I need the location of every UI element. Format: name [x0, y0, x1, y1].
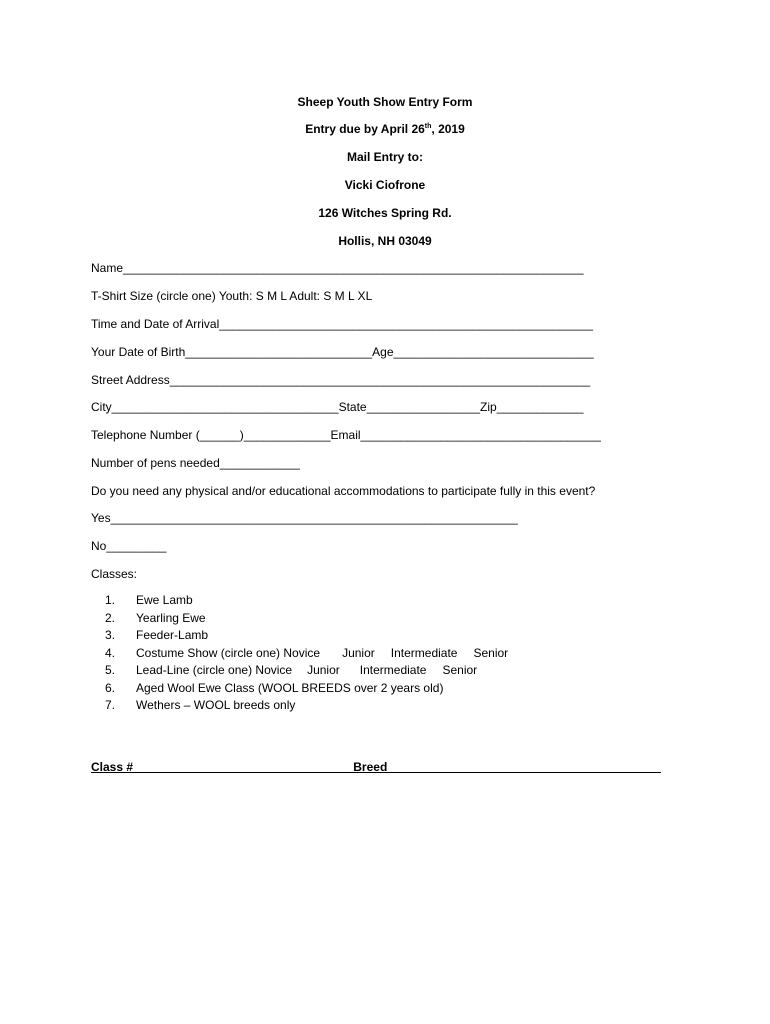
- option-intermediate[interactable]: Intermediate: [390, 645, 458, 660]
- street-address-field[interactable]: Street Address_______________________________________________________________: [91, 373, 591, 387]
- class-number: 7.: [104, 698, 115, 712]
- recipient-city: Hollis, NH 03049: [338, 234, 432, 248]
- class-text: Yearling Ewe: [136, 610, 206, 625]
- due-prefix: Entry due by April 26: [305, 122, 425, 136]
- class-item: [91, 697, 508, 715]
- option-junior[interactable]: Junior: [342, 645, 375, 660]
- classes-label: Classes:: [91, 567, 138, 581]
- class-item: [91, 592, 508, 610]
- class-number: 4.: [104, 645, 115, 660]
- class-item: [91, 610, 508, 628]
- class-text: Feeder-Lamb: [136, 628, 209, 642]
- class-item: [91, 627, 508, 645]
- recipient-name: Vicki Ciofrone: [344, 178, 426, 192]
- accommodations-question: Do you need any physical and/or educational accommodations to participate fully in this event?: [91, 484, 596, 498]
- tshirt-size-field[interactable]: T-Shirt Size (circle one) Youth: S M L Adult: S M L XL: [91, 289, 373, 303]
- due-ordinal: th: [424, 123, 432, 130]
- due-suffix: , 2019: [431, 122, 465, 136]
- option-junior[interactable]: Junior: [307, 663, 340, 677]
- class-item: [91, 645, 508, 663]
- option-senior[interactable]: Senior: [473, 645, 509, 660]
- accommodations-yes-field[interactable]: Yes_____________________________________________________________: [91, 511, 518, 525]
- recipient-street: 126 Witches Spring Rd.: [318, 206, 452, 220]
- class-number: 1.: [104, 593, 115, 607]
- class-breed-field[interactable]: Class #_________________________________Breed_________________________________________: [91, 760, 661, 774]
- option-intermediate[interactable]: Intermediate: [359, 663, 427, 677]
- class-text: Aged Wool Ewe Class (WOOL BREEDS over 2 years old): [136, 680, 444, 695]
- class-text: Costume Show (circle one) Novice: [136, 645, 321, 660]
- class-number: 5.: [104, 663, 115, 677]
- entry-due-date: [0, 122, 770, 136]
- class-number: 2.: [104, 610, 115, 625]
- class-text: Wethers – WOOL breeds only: [136, 698, 296, 712]
- accommodations-no-field[interactable]: No_________: [91, 539, 167, 553]
- dob-age-field[interactable]: Your Date of Birth____________________________Age______________________________: [91, 345, 594, 359]
- class-item: [91, 662, 508, 680]
- phone-email-field[interactable]: Telephone Number (______)_____________Email____________________________________: [91, 428, 601, 442]
- class-item: [91, 680, 508, 698]
- classes-list: [91, 592, 508, 715]
- name-field[interactable]: Name_____________________________________________________________________: [91, 261, 584, 275]
- option-senior[interactable]: Senior: [442, 663, 478, 677]
- class-text: Ewe Lamb: [136, 593, 193, 607]
- city-state-zip-field[interactable]: City__________________________________State_________________Zip_____________: [91, 400, 584, 414]
- class-number: 3.: [104, 628, 115, 642]
- class-text: Lead-Line (circle one) Novice: [136, 663, 293, 677]
- arrival-field[interactable]: Time and Date of Arrival________________________________________________________: [91, 317, 594, 331]
- class-number: 6.: [104, 680, 115, 695]
- form-title: Sheep Youth Show Entry Form: [297, 95, 473, 109]
- pens-needed-field[interactable]: Number of pens needed____________: [91, 456, 300, 470]
- mail-entry-label: Mail Entry to:: [346, 150, 423, 164]
